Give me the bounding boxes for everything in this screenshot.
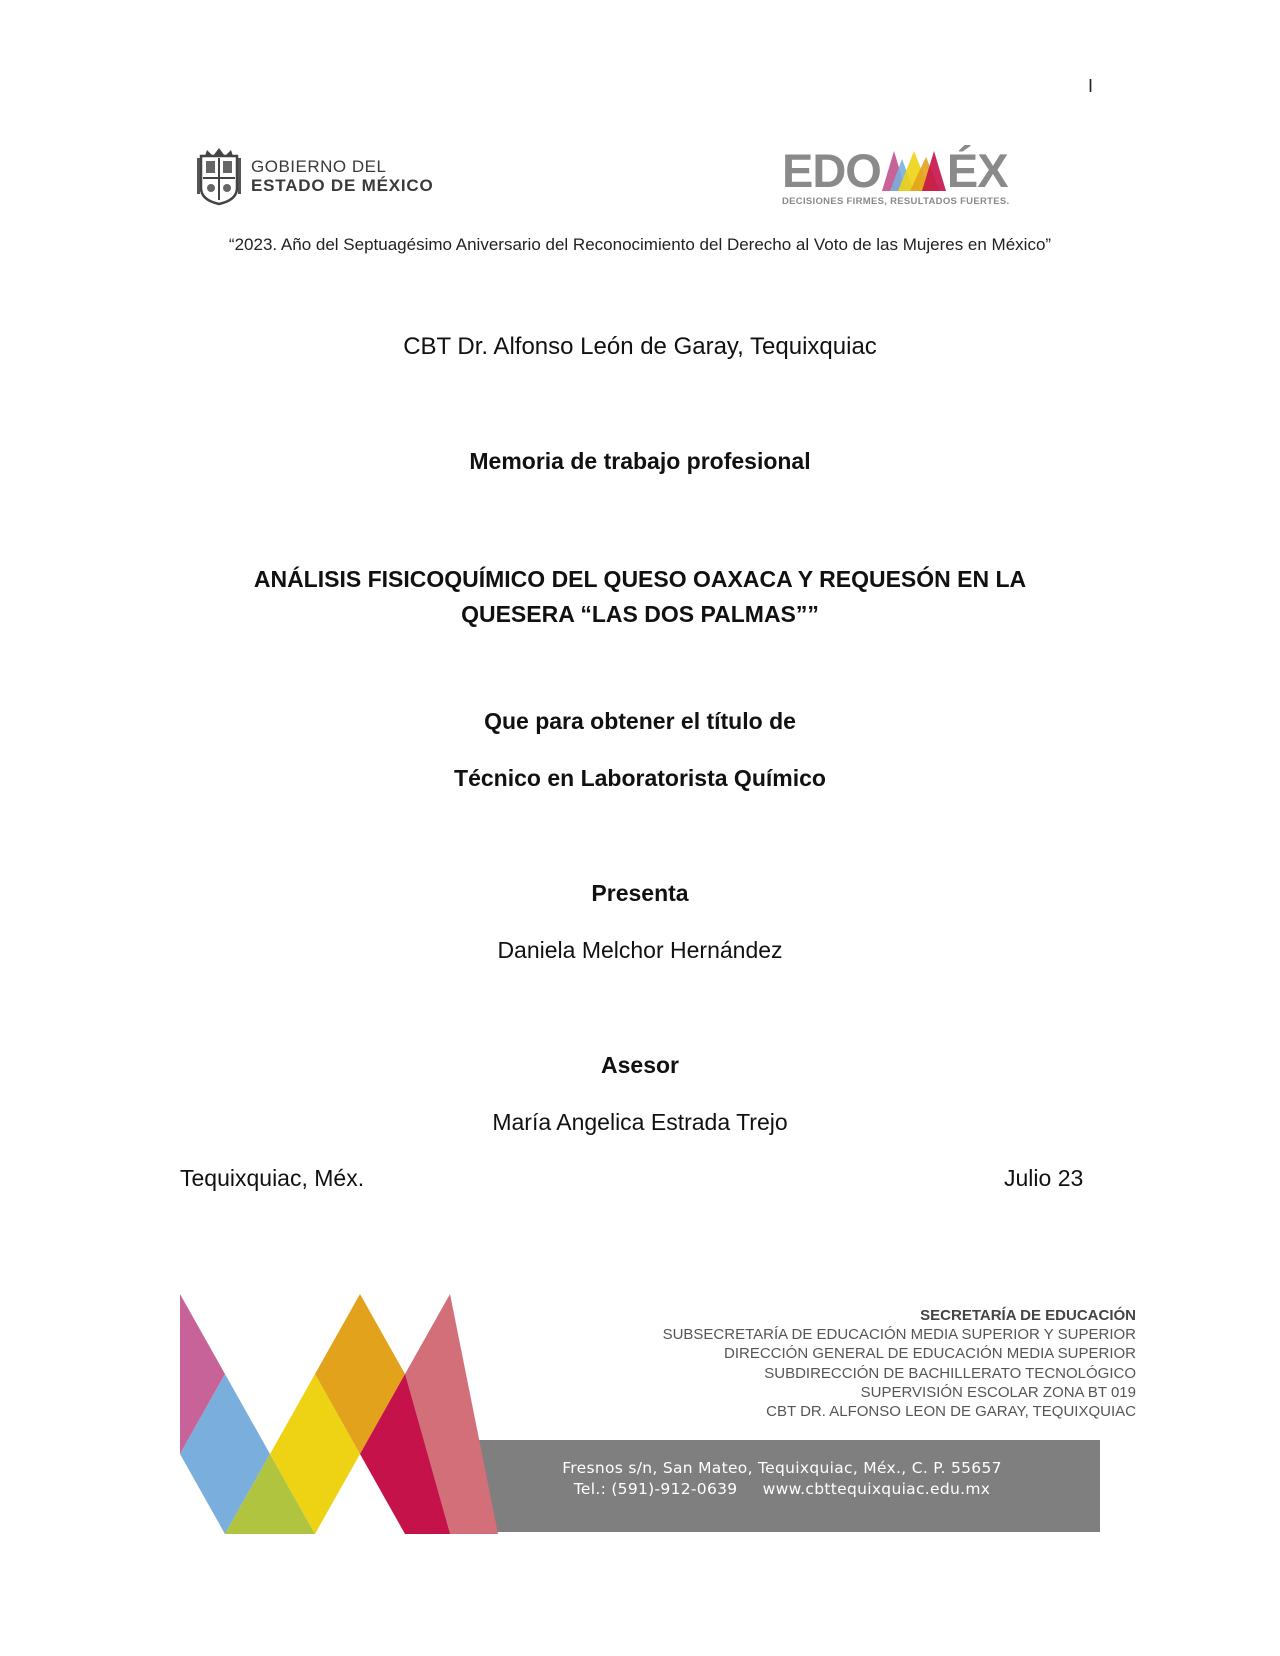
edomex-logo	[782, 144, 1042, 207]
degree-name: Técnico en Laboratorista Químico	[454, 765, 826, 791]
footer-line-6: CBT DR. ALFONSO LEON DE GARAY, TEQUIXQUIAC	[766, 1403, 1136, 1421]
page-number: I	[1088, 76, 1094, 96]
gobierno-estado-mexico-logo	[193, 146, 434, 206]
footer-institution-block	[663, 1306, 1136, 1421]
coat-of-arms-icon	[193, 146, 245, 206]
advisor-label: Asesor	[601, 1052, 679, 1078]
school-name: CBT Dr. Alfonso León de Garay, Tequixquiac	[403, 333, 877, 360]
edomex-tagline: DECISIONES FIRMES, RESULTADOS FUERTES.	[782, 196, 1010, 207]
advisor-name: María Angelica Estrada Trejo	[492, 1109, 788, 1135]
footer-address: Fresnos s/n, San Mateo, Tequixquiac, Méx., C. P. 55657	[562, 1459, 1002, 1477]
place: Tequixquiac, Méx.	[180, 1165, 365, 1191]
edomex-m-mark-icon	[882, 151, 946, 191]
gobierno-logo-line2: ESTADO DE MÉXICO	[251, 176, 434, 195]
footer-website: www.cbttequixquiac.edu.mx	[762, 1480, 991, 1498]
date: Julio 23	[1004, 1165, 1084, 1191]
footer-line-2: SUBSECRETARÍA DE EDUCACIÓN MEDIA SUPERIOR Y SUPERIOR	[662, 1326, 1136, 1344]
footer-contact	[552, 1458, 1012, 1500]
footer-line-5: SUPERVISIÓN ESCOLAR ZONA BT 019	[860, 1383, 1136, 1401]
document-title	[0, 562, 1280, 632]
document-type: Memoria de trabajo profesional	[469, 448, 811, 474]
edomex-logo-left: EDO	[782, 144, 881, 197]
author-name: Daniela Melchor Hernández	[497, 937, 783, 963]
footer-line-3: DIRECCIÓN GENERAL DE EDUCACIÓN MEDIA SUPERIOR	[723, 1345, 1136, 1363]
motto: “2023. Año del Septuagésimo Aniversario del Reconocimiento del Derecho al Voto de las Mujeres en México”	[228, 235, 1052, 254]
title-line-1: ANÁLISIS FISICOQUÍMICO DEL QUESO OAXACA Y REQUESÓN EN LA	[253, 566, 1027, 592]
gobierno-logo-line1: GOBIERNO DEL	[251, 157, 387, 176]
footer-line-1: SECRETARÍA DE EDUCACIÓN	[920, 1307, 1136, 1324]
obtain-title-text: Que para obtener el título de	[484, 708, 796, 734]
edomex-logo-right: ÉX	[946, 144, 1008, 197]
presenta-label: Presenta	[591, 880, 689, 906]
footer-phone: Tel.: (591)-912-0639	[573, 1480, 738, 1498]
title-line-2: QUESERA “LAS DOS PALMAS””	[461, 601, 819, 627]
footer-line-4: SUBDIRECCIÓN DE BACHILLERATO TECNOLÓGICO	[764, 1364, 1136, 1382]
